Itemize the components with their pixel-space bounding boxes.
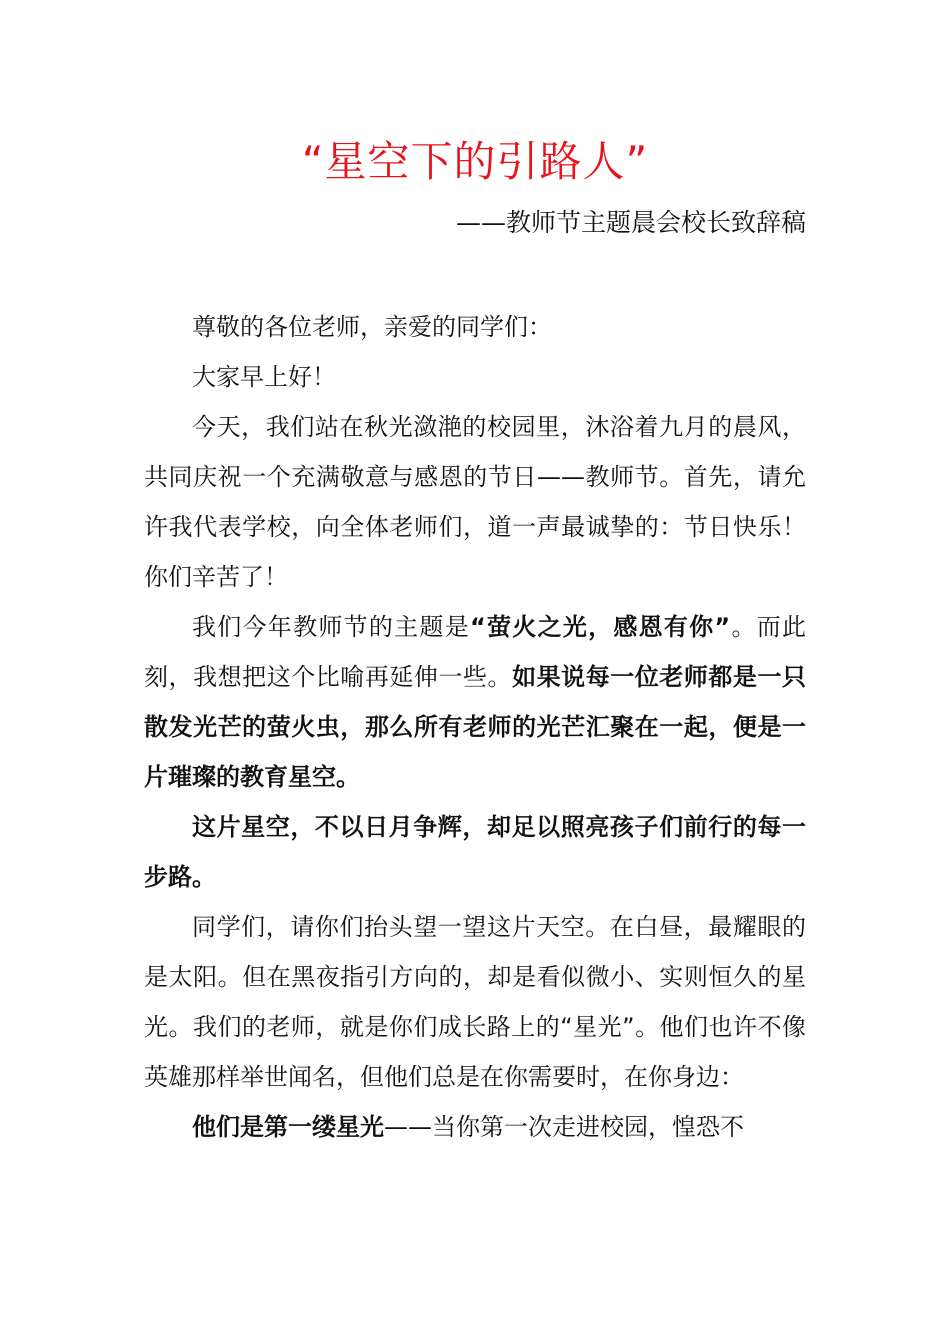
metaphor-text: 如果说每一位老师都是一只散发光芒的萤火虫，那么所有老师的光芒汇聚在一起，便是一片璀璨的教育星空。 [144,663,807,791]
first-starlight-text: ——当你第一次走进校园，惶恐不 [384,1113,744,1141]
paragraph-first-starlight [144,1102,806,1152]
paragraph-starry-sky [144,802,806,902]
first-starlight-lead: 他们是第一缕星光 [192,1113,384,1141]
paragraph-intro: 今天，我们站在秋光潋滟的校园里，沐浴着九月的晨风，共同庆祝一个充满敬意与感恩的节日——教师节。首先，请允许我代表学校，向全体老师们，道一声最诚挚的：节日快乐！你们辛苦了！ [144,413,806,591]
document-subtitle: ——教师节主题晨会校长致辞稿 [455,208,806,237]
paragraph-starlight: 同学们，请你们抬头望一望这片天空。在白昼，最耀眼的是太阳。但在黑夜指引方向的，却是看似微小、实则恒久的星光。我们的老师，就是你们成长路上的“星光”。他们也许不像英雄那样举世闻名，但他们总是在你需要时，在你身边： [144,913,806,1091]
greeting-paragraph: 尊敬的各位老师，亲爱的同学们： [192,313,552,341]
paragraph-theme [144,602,806,802]
theme-text: “萤火之光，感恩有你” [469,613,731,641]
document-title: “星空下的引路人” [301,137,649,186]
hello-paragraph: 大家早上好！ [192,363,336,391]
document-body [144,302,806,1152]
theme-intro-text: 我们今年教师节的主题是 [192,613,470,641]
starry-sky-text: 这片星空，不以日月争辉，却足以照亮孩子们前行的每一步路。 [144,813,806,891]
theme-extension-text: 。而此刻，我想把这个比喻再延伸一些。 [144,613,807,691]
